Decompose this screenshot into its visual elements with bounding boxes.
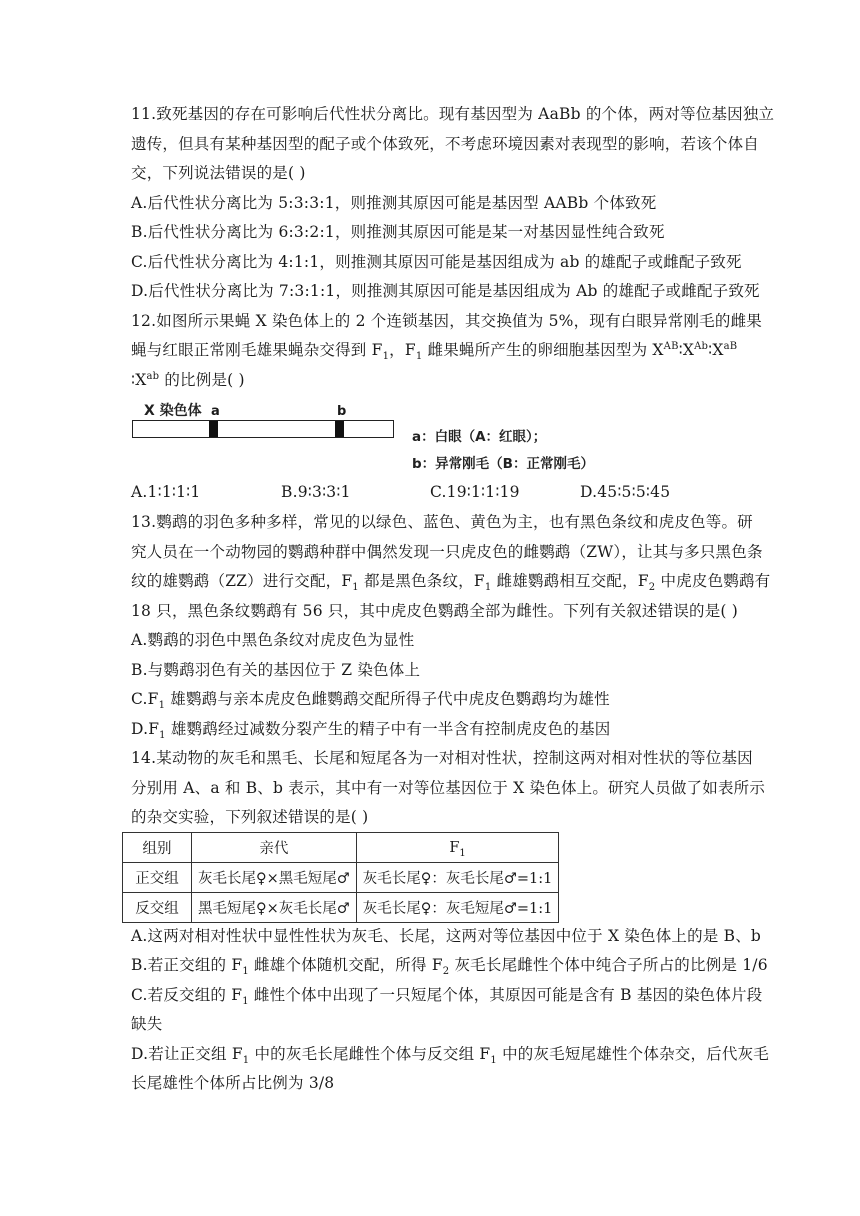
text: ∶X (678, 341, 695, 359)
q14-stem-line-2: 分别用 A、a 和 B、b 表示，其中有一对等位基因位于 X 染色体上。研究人员做了如表所示 (131, 779, 766, 797)
subscript: 1 (242, 966, 249, 978)
table-cell: 灰毛长尾♀×黑毛短尾♂ (192, 863, 357, 893)
chromosome-bar (132, 420, 394, 438)
text: 都是黑色条纹，F (358, 572, 485, 590)
subscript: 2 (648, 582, 656, 594)
q14-stem-line-3: 的杂交实验，下列叙述错误的是( ) (131, 808, 369, 826)
superscript: AB (663, 340, 679, 352)
table-header-row (123, 833, 559, 863)
q12-option-d: D.45∶5∶5∶45 (580, 483, 671, 501)
q13-stem-line-2: 究人员在一个动物园的鹦鹉种群中偶然发现一只虎皮色的雌鹦鹉（ZW），让其与多只黑色条 (131, 543, 763, 561)
q12-option-a: A.1∶1∶1∶1 (131, 483, 201, 501)
header-f1 (356, 833, 559, 863)
subscript: 1 (352, 582, 359, 594)
q11-option-a: A.后代性状分离比为 5:3:3:1，则推测其原因可能是基因型 AABb 个体致死 (131, 194, 657, 212)
text: 雌雄个体随机交配，所得 F (248, 956, 443, 974)
subscript: 1 (242, 996, 249, 1008)
text: F (449, 839, 460, 856)
q11-option-b: B.后代性状分离比为 6:3:2:1，则推测其原因可能是某一对基因显性纯合致死 (131, 223, 665, 241)
text: 蝇与红眼正常刚毛雄果蝇杂交得到 F (131, 341, 383, 359)
subscript: 1 (242, 1055, 250, 1067)
legend-b: b：异常刚毛（B：正常刚毛） (412, 456, 594, 472)
x-chromosome-figure (132, 398, 632, 478)
text: D.若让正交组 F (131, 1045, 243, 1063)
locus-a-label: a (211, 404, 220, 419)
q11-stem-line-2: 遗传，但具有某种基因型的配子或个体致死，不考虑环境因素对表现型的影响，若该个体自 (131, 135, 760, 153)
text: 中虎皮色鹦鹉有 (655, 572, 771, 590)
header-parents: 亲代 (192, 833, 357, 863)
text: D.F (131, 720, 160, 738)
locus-b-label: b (337, 404, 347, 419)
subscript: 1 (382, 351, 390, 363)
q13-stem-line-3 (131, 571, 771, 594)
table-cell: 黑毛短尾♀×灰毛长尾♂ (192, 893, 357, 923)
subscript: 1 (490, 1055, 497, 1067)
text: B.若正交组的 F (131, 956, 243, 974)
q12-option-c: C.19∶1∶1∶19 (430, 483, 520, 501)
q11-stem-line-1: 11.致死基因的存在可影响后代性状分离比。现有基因型为 AaBb 的个体，两对等位基因独立 (131, 105, 775, 123)
q13-stem-line-4: 18 只，黑色条纹鹦鹉有 56 只，其中虎皮色鹦鹉全部为雌性。下列有关叙述错误的是( ) (131, 602, 739, 620)
subscript: 1 (459, 847, 466, 859)
subscript: 1 (415, 351, 423, 363)
table-cell: 反交组 (123, 893, 192, 923)
text: 中的灰毛短尾雄性个体杂交，后代灰毛 (496, 1045, 769, 1063)
superscript: Ab (694, 340, 709, 352)
text: ∶X (708, 341, 724, 359)
text: ，F (389, 341, 416, 359)
figure-title: X 染色体 (144, 403, 202, 419)
table-cell: 灰毛长尾♀：灰毛长尾♂=1:1 (356, 863, 559, 893)
table-cell: 灰毛长尾♀：灰毛短尾♂=1:1 (356, 893, 559, 923)
text: 雌果蝇所产生的卵细胞基因型为 X (422, 341, 664, 359)
table-cell: 正交组 (123, 863, 192, 893)
table-row (123, 893, 559, 923)
superscript: aB (723, 340, 738, 352)
text: 雄鹦鹉经过减数分裂产生的精子中有一半含有控制虎皮色的基因 (165, 720, 611, 738)
text: 的比例是( ) (159, 371, 245, 389)
legend-a: a：白眼（A：红眼）； (412, 429, 547, 445)
q14-stem-line-1: 14.某动物的灰毛和黑毛、长尾和短尾各为一对相对性状，控制这两对相对性状的等位基因 (131, 749, 753, 767)
q14-option-d-line-2: 长尾雄性个体所占比例为 3/8 (131, 1074, 335, 1092)
header-group: 组别 (123, 833, 192, 863)
q13-option-a: A.鹦鹉的羽色中黑色条纹对虎皮色为显性 (131, 631, 415, 649)
subscript: 1 (159, 730, 166, 742)
subscript: 1 (484, 582, 492, 594)
q14-option-c-line-2: 缺失 (131, 1015, 163, 1033)
q14-option-b (131, 955, 768, 978)
text: 纹的雄鹦鹉（ZZ）进行交配，F (131, 572, 353, 590)
q12-stem-line-1: 12.如图所示果蝇 X 染色体上的 2 个连锁基因，其交换值为 5%，现有白眼异常刚毛的雌果 (131, 312, 762, 330)
subscript: 1 (158, 700, 166, 712)
text: C.F (131, 690, 159, 708)
table-row (123, 863, 559, 893)
text: ∶X (131, 371, 147, 389)
q13-stem-line-1: 13.鹦鹉的羽色多种多样，常见的以绿色、蓝色、黄色为主，也有黑色条纹和虎皮色等。研 (131, 513, 753, 531)
subscript: 2 (442, 966, 450, 978)
text: C.若反交组的 F (131, 986, 243, 1004)
text: 中的灰毛长尾雌性个体与反交组 F (249, 1045, 491, 1063)
q14-option-a: A.这两对相对性状中显性性状为灰毛、长尾，这两对等位基因中位于 X 染色体上的是 B、b (131, 927, 762, 945)
text: 雄鹦鹉与亲本虎皮色雌鹦鹉交配所得子代中虎皮色鹦鹉均为雄性 (165, 690, 610, 708)
text: 灰毛长尾雌性个体中纯合子所占的比例是 1/6 (449, 956, 768, 974)
q12-stem-line-2 (131, 340, 738, 363)
q11-stem-line-3: 交，下列说法错误的是( ) (131, 164, 306, 182)
q11-option-c: C.后代性状分离比为 4:1:1，则推测其原因可能是基因组成为 ab 的雄配子或雌配子致死 (131, 253, 742, 271)
q12-stem-line-3 (131, 370, 245, 390)
q11-option-d: D.后代性状分离比为 7:3:1:1，则推测其原因可能是基因组成为 Ab 的雄配子或雌配子致死 (131, 282, 760, 300)
q14-option-d-line-1 (131, 1044, 769, 1067)
gene-band-b (335, 421, 344, 437)
q14-option-c-line-1 (131, 985, 763, 1008)
superscript: ab (146, 370, 160, 382)
q13-option-b: B.与鹦鹉羽色有关的基因位于 Z 染色体上 (131, 661, 421, 679)
q13-option-c (131, 689, 610, 712)
text: 雌雄鹦鹉相互交配，F (491, 572, 649, 590)
q13-option-d (131, 719, 611, 742)
text: 雌性个体中出现了一只短尾个体，其原因可能是含有 B 基因的染色体片段 (248, 986, 763, 1004)
cross-experiment-table (122, 832, 559, 923)
gene-band-a (209, 421, 218, 437)
q12-option-b: B.9∶3∶3∶1 (281, 483, 351, 501)
